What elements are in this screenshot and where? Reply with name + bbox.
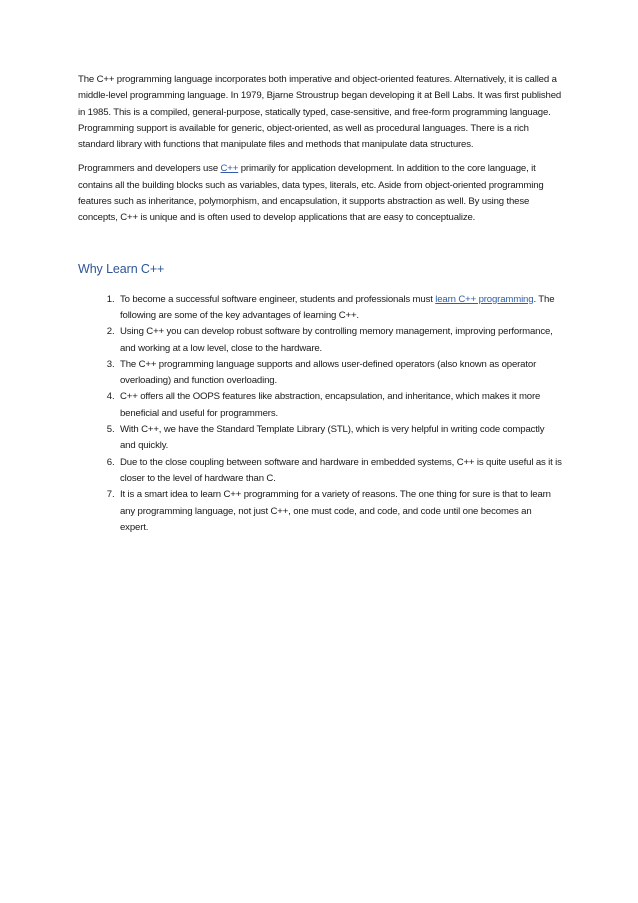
cpp-link[interactable]: C++ xyxy=(220,163,239,175)
learn-cpp-programming-link[interactable]: learn C++ programming xyxy=(435,293,534,305)
list-item-1-text-start: To become a successful software engineer, students and professionals must xyxy=(120,293,436,305)
intro-paragraph-2-text-start: Programmers and developers use xyxy=(78,163,221,175)
intro-paragraph-2-text-end: primarily for application development. In addition to the core language, it contains all the building blocks such as variables, data types, literals, etc. Aside from object-oriented programming features such as inheritance, polymorphism, and encapsulation, it supports abstraction as well. By using these concepts, C++ is unique and is often used to develop applications that are easy to conceptualize. xyxy=(78,163,544,224)
intro-paragraph-1: The C++ programming language incorporates both imperative and object-oriented features. Alternatively, it is called a middle-level programming language. In 1979, Bjarne Stroustrup began developing it at Bell Labs. It was first published in 1985. This is a compiled, general-purpose, statically typed, case-sensitive, and free-form programming language. Programming support is available for generic, object-oriented, as well as procedural languages. There is a rich standard library with functions that manipulate files and methods that manipulate data structures. xyxy=(78,74,562,151)
intro-paragraph-2 xyxy=(78,161,562,226)
list-item xyxy=(117,292,562,325)
document-page xyxy=(78,72,562,536)
section-heading: Why Learn C++ xyxy=(78,261,165,276)
list-item: 7. It is a smart idea to learn C++ programming for a variety of reasons. The one thing for sure is that to learn any programming language, not just C++, one must code, and code, and code until one becomes an expert. xyxy=(117,487,562,536)
list-item: 2. Using C++ you can develop robust software by controlling memory management, improving performance, and working at a low level, close to the hardware. xyxy=(117,324,562,357)
list-item: 4. C++ offers all the OOPS features like abstraction, encapsulation, and inheritance, which makes it more beneficial and useful for programmers. xyxy=(117,389,562,422)
list-item: 5. With C++, we have the Standard Template Library (STL), which is very helpful in writing code compactly and quickly. xyxy=(117,422,562,455)
list-item-1-text-end: . The following are some of the key advantages of learning C++. xyxy=(120,293,555,321)
list-item: 3. The C++ programming language supports and allows user-defined operators (also known as operator overloading) and function overloading. xyxy=(117,357,562,390)
list-item: 6. Due to the close coupling between software and hardware in embedded systems, C++ is quite useful as it is closer to the level of hardware than C. xyxy=(117,455,562,488)
advantages-list xyxy=(78,292,562,536)
